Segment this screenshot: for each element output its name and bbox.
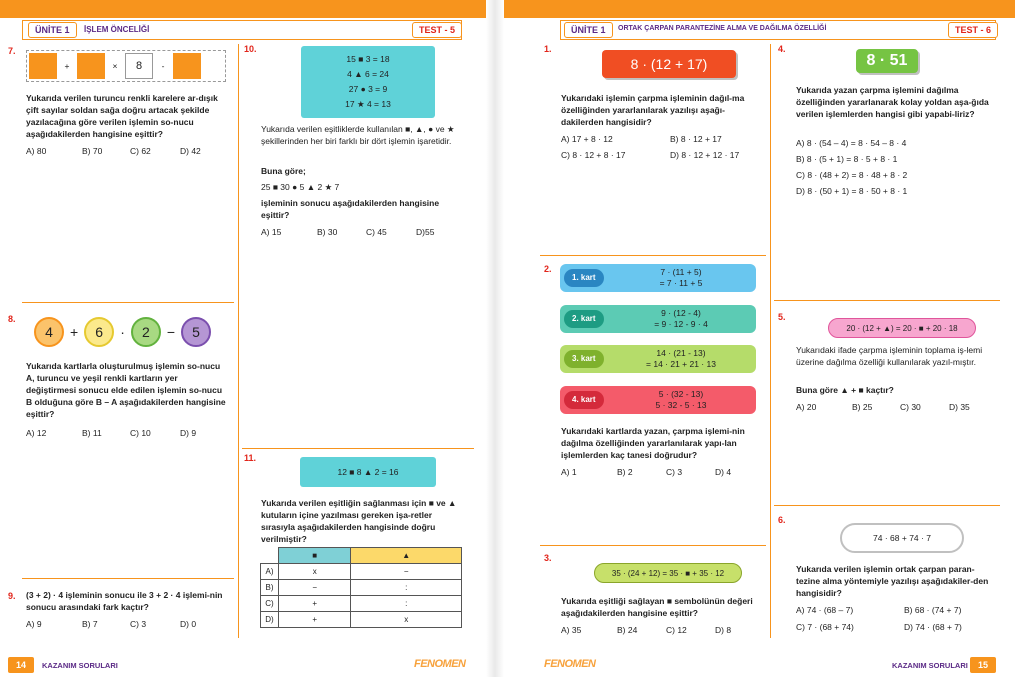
question-number: 8.	[8, 314, 16, 324]
q7-text: Yukarıda verilen turuncu renkli karelere ar-dışık çift sayılar soldan sağa doğru artacak şekilde yazılacağına göre verilen işlemin so-nucu aşağıdakilerden hangisine eşittir?	[26, 93, 218, 139]
q2-option-c[interactable]: C) 3	[666, 467, 683, 477]
q3-equation-card: 35 · (24 + 12) = 35 · ■ + 35 · 12	[594, 563, 742, 583]
q1-text: Yukarıdaki işlemin çarpma işleminin dağıl-ma özelliğinden yararlanılarak yazılışı aşağı-dakilerden hangisidir?	[561, 93, 745, 127]
q10-equation-box	[301, 46, 435, 118]
q4-expression-card: 8 · 51	[856, 49, 918, 73]
right-header-title: ORTAK ÇARPAN PARANTEZİNE ALMA VE DAĞILMA ÖZELLİĞİ	[618, 25, 827, 32]
kart-label: 4. kart	[564, 391, 604, 409]
right-footer	[504, 655, 1015, 677]
question-number: 5.	[778, 312, 786, 322]
q7-op: +	[64, 61, 70, 71]
table-row[interactable]	[261, 580, 462, 596]
table-header: ■	[279, 548, 351, 564]
q10-option-d[interactable]: D)55	[416, 227, 435, 237]
q9-text: (3 + 2) · 4 işleminin sonucu ile 3 + 2 · 4 işlemi-nin sonucu arasındaki fark kaçtır?	[26, 590, 223, 612]
q7-number-box: 8	[125, 53, 153, 79]
q4-option-b[interactable]: B) 8 · (5 + 1) = 8 · 5 + 8 · 1	[796, 154, 898, 164]
q4-option-d[interactable]: D) 8 · (50 + 1) = 8 · 50 + 8 · 1	[796, 186, 908, 196]
green-card: 2	[131, 317, 161, 347]
question-number: 6.	[778, 515, 786, 525]
minus-sign: −	[166, 324, 176, 340]
q7-q8-divider	[22, 302, 234, 303]
footer-label: KAZANIM SORULARI	[892, 661, 968, 670]
footer-label: KAZANIM SORULARI	[42, 661, 118, 670]
q7-option-a[interactable]: A) 80	[26, 146, 47, 156]
q11-answer-table	[260, 547, 462, 628]
q9-option-a[interactable]: A) 9	[26, 619, 42, 629]
q8-option-b[interactable]: B) 11	[82, 428, 102, 438]
kart-2	[560, 305, 756, 333]
q10-text-3: işleminin sonucu aşağıdakilerden hangisine eşittir?	[261, 198, 440, 220]
right-test-badge: TEST - 6	[948, 22, 998, 38]
left-unit-badge: ÜNİTE 1	[28, 22, 77, 38]
q8-q9-divider	[22, 578, 234, 579]
q5-q6-divider	[774, 505, 1000, 506]
question-number: 4.	[778, 44, 786, 54]
kart-line-1: 9 · (12 - 4)	[661, 308, 701, 318]
q3-option-a[interactable]: A) 35	[561, 625, 582, 635]
table-cell: x	[351, 612, 462, 628]
kart-line-2: = 14 · 21 + 21 · 13	[646, 359, 716, 369]
left-header-title: İŞLEM ÖNCELİĞİ	[84, 25, 150, 34]
equation: 15 ■ 3 = 18	[346, 54, 390, 64]
q7-op: -	[161, 61, 165, 71]
q8-option-a[interactable]: A) 12	[26, 428, 47, 438]
table-corner	[261, 548, 279, 564]
q10-option-a[interactable]: A) 15	[261, 227, 282, 237]
brand-logo: FENOMEN	[414, 658, 466, 670]
yellow-card: 6	[84, 317, 114, 347]
question-number: 11.	[244, 453, 257, 463]
table-header: ▲	[351, 548, 462, 564]
kart-1	[560, 264, 756, 292]
q8-option-c[interactable]: C) 10	[130, 428, 151, 438]
q8-text: Yukarıda kartlarla oluşturulmuş işlemin so-nucu A, turuncu ve yeşil renkli kartların yer değiştirmesi sonucu elde edilen işlemin so-nucu B olduğuna göre B – A aşağıdakilerden hangisine eşittir?	[26, 361, 226, 419]
table-row[interactable]	[261, 612, 462, 628]
kart-label: 1. kart	[564, 269, 604, 287]
q10-option-b[interactable]: B) 30	[317, 227, 338, 237]
table-cell: −	[351, 564, 462, 580]
question-number: 9.	[8, 591, 16, 601]
left-top-band	[0, 0, 490, 18]
q11-text: Yukarıda verilen eşitliğin sağlanması için ■ ve ▲ kutuların içine yazılması gereken işa-retler sırasıyla aşağıdakilerden hangisinde doğru verilmiştir?	[261, 498, 457, 544]
kart-3	[560, 345, 756, 373]
table-cell: D)	[261, 612, 279, 628]
question-number: 7.	[8, 46, 16, 56]
q6-text: Yukarıda verilen işlemin ortak çarpan paran-tezine alma yöntemiyle yazılışı aşağıdakiler-den hangisidir?	[796, 564, 989, 598]
q4-option-c[interactable]: C) 8 · (48 + 2) = 8 · 48 + 8 · 2	[796, 170, 908, 180]
question-number: 10.	[244, 44, 257, 54]
q7-box-row	[26, 50, 226, 82]
q2-text: Yukarıdaki kartlarda yazan, çarpma işlemi-nin dağılma özelliğinden yararlanılarak yapı-lan işlemlerden kaç tanesi doğrudur?	[561, 426, 745, 460]
q10-option-c[interactable]: C) 45	[366, 227, 387, 237]
kart-line-1: 7 · (11 + 5)	[660, 267, 702, 277]
table-cell: C)	[261, 596, 279, 612]
q2-q3-divider	[540, 545, 766, 546]
q4-text: Yukarıda yazan çarpma işlemini dağılma özelliğinden yararlanarak kolay yoldan aşa-ğıda verilen işlemlerden hangisi gibi yapabi-liriz?	[796, 85, 989, 119]
q6-option-c[interactable]: C) 7 · (68 + 74)	[796, 622, 854, 632]
q2-option-a[interactable]: A) 1	[561, 467, 577, 477]
question-number: 3.	[544, 553, 552, 563]
table-cell: :	[351, 580, 462, 596]
orange-box	[29, 53, 57, 79]
plus-sign: +	[70, 324, 79, 340]
q7-option-b[interactable]: B) 70	[82, 146, 103, 156]
equation: 4 ▲ 6 = 24	[347, 69, 389, 79]
q4-q5-divider	[774, 300, 1000, 301]
q8-option-d[interactable]: D) 9	[180, 428, 197, 438]
orange-box	[173, 53, 201, 79]
q5-option-c[interactable]: C) 30	[900, 402, 921, 412]
left-test-badge: TEST - 5	[412, 22, 462, 38]
q4-option-a[interactable]: A) 8 · (54 – 4) = 8 · 54 – 8 · 4	[796, 138, 907, 148]
q1-option-b[interactable]: B) 8 · 12 + 17	[670, 134, 722, 144]
q6-option-d[interactable]: D) 74 · (68 + 7)	[904, 622, 962, 632]
orange-card: 4	[34, 317, 64, 347]
q3-option-c[interactable]: C) 12	[666, 625, 687, 635]
table-cell: B)	[261, 580, 279, 596]
q10-text-1: Yukarıda verilen eşitliklerde kullanılan ■, ▲, ● ve ★ şekillerinden her biri farklı bir dört işlemin işaretidir.	[261, 124, 455, 146]
q9-option-c[interactable]: C) 3	[130, 619, 147, 629]
question-number: 1.	[544, 44, 552, 54]
q3-option-b[interactable]: B) 24	[617, 625, 638, 635]
q5-option-d[interactable]: D) 35	[949, 402, 970, 412]
table-cell: −	[279, 580, 351, 596]
table-cell: :	[351, 596, 462, 612]
q7-op: ×	[112, 61, 118, 71]
table-cell: A)	[261, 564, 279, 580]
q10-q11-divider	[242, 448, 474, 449]
q1-option-c[interactable]: C) 8 · 12 + 8 · 17	[561, 150, 626, 160]
kart-4	[560, 386, 756, 414]
page-number: 15	[970, 657, 996, 673]
q5-question: Buna göre ▲ + ■ kaçtır?	[796, 385, 894, 395]
q5-expression-card: 20 · (12 + ▲) = 20 · ■ + 20 · 18	[828, 318, 976, 338]
q6-option-a[interactable]: A) 74 · (68 – 7)	[796, 605, 854, 615]
orange-box	[77, 53, 105, 79]
kart-line-2: = 9 · 12 - 9 · 4	[654, 319, 708, 329]
q1-q2-divider	[540, 255, 766, 256]
q2-option-b[interactable]: B) 2	[617, 467, 633, 477]
q8-card-row	[34, 317, 211, 347]
page-gutter	[486, 0, 504, 677]
table-cell: +	[279, 596, 351, 612]
q6-expression-card: 74 · 68 + 74 · 7	[840, 523, 964, 553]
right-column-divider	[770, 44, 771, 638]
q9-option-b[interactable]: B) 7	[82, 619, 98, 629]
q10-expression: 25 ■ 30 ● 5 ▲ 2 ★ 7	[261, 182, 340, 192]
q3-option-d[interactable]: D) 8	[715, 625, 732, 635]
q7-option-d[interactable]: D) 42	[180, 146, 201, 156]
q1-option-a[interactable]: A) 17 + 8 · 12	[561, 134, 613, 144]
kart-line-1: 5 · (32 - 13)	[658, 389, 704, 399]
kart-line-2: = 7 · 11 + 5	[659, 278, 703, 288]
dot-sign: ·	[120, 324, 125, 340]
q5-option-a[interactable]: A) 20	[796, 402, 817, 412]
table-row[interactable]	[261, 564, 462, 580]
kart-line-1: 14 · (21 - 13)	[656, 348, 706, 358]
q7-option-c[interactable]: C) 62	[130, 146, 151, 156]
kart-label: 2. kart	[564, 310, 604, 328]
q5-option-b[interactable]: B) 25	[852, 402, 873, 412]
right-unit-badge: ÜNİTE 1	[564, 22, 613, 38]
q5-text: Yukarıdaki ifade çarpma işleminin toplama iş-lemi üzerine dağılma özelliği kullanılarak yazıl-mıştır.	[796, 345, 983, 367]
equation: 17 ★ 4 = 13	[345, 99, 391, 109]
kart-line-2: 5 · 32 - 5 · 13	[655, 400, 707, 410]
left-footer	[0, 655, 490, 677]
q6-option-b[interactable]: B) 68 · (74 + 7)	[904, 605, 962, 615]
q11-equation-box: 12 ■ 8 ▲ 2 = 16	[300, 457, 436, 487]
brand-logo: FENOMEN	[544, 658, 596, 670]
q1-option-d[interactable]: D) 8 · 12 + 12 · 17	[670, 150, 740, 160]
question-number: 2.	[544, 264, 552, 274]
q10-text-2: Buna göre;	[261, 166, 306, 176]
purple-card: 5	[181, 317, 211, 347]
q1-expression-card: 8 · (12 + 17)	[602, 50, 736, 78]
q2-option-d[interactable]: D) 4	[715, 467, 732, 477]
left-column-divider	[238, 44, 239, 638]
equation: 27 ● 3 = 9	[348, 84, 388, 94]
q3-text: Yukarıda eşitliği sağlayan ■ sembolünün değeri aşağıdakilerden hangisine eşittir?	[561, 596, 753, 618]
right-top-band	[504, 0, 1015, 18]
table-cell: x	[279, 564, 351, 580]
page-number: 14	[8, 657, 34, 673]
q9-option-d[interactable]: D) 0	[180, 619, 197, 629]
kart-label: 3. kart	[564, 350, 604, 368]
table-cell: +	[279, 612, 351, 628]
table-row[interactable]	[261, 596, 462, 612]
